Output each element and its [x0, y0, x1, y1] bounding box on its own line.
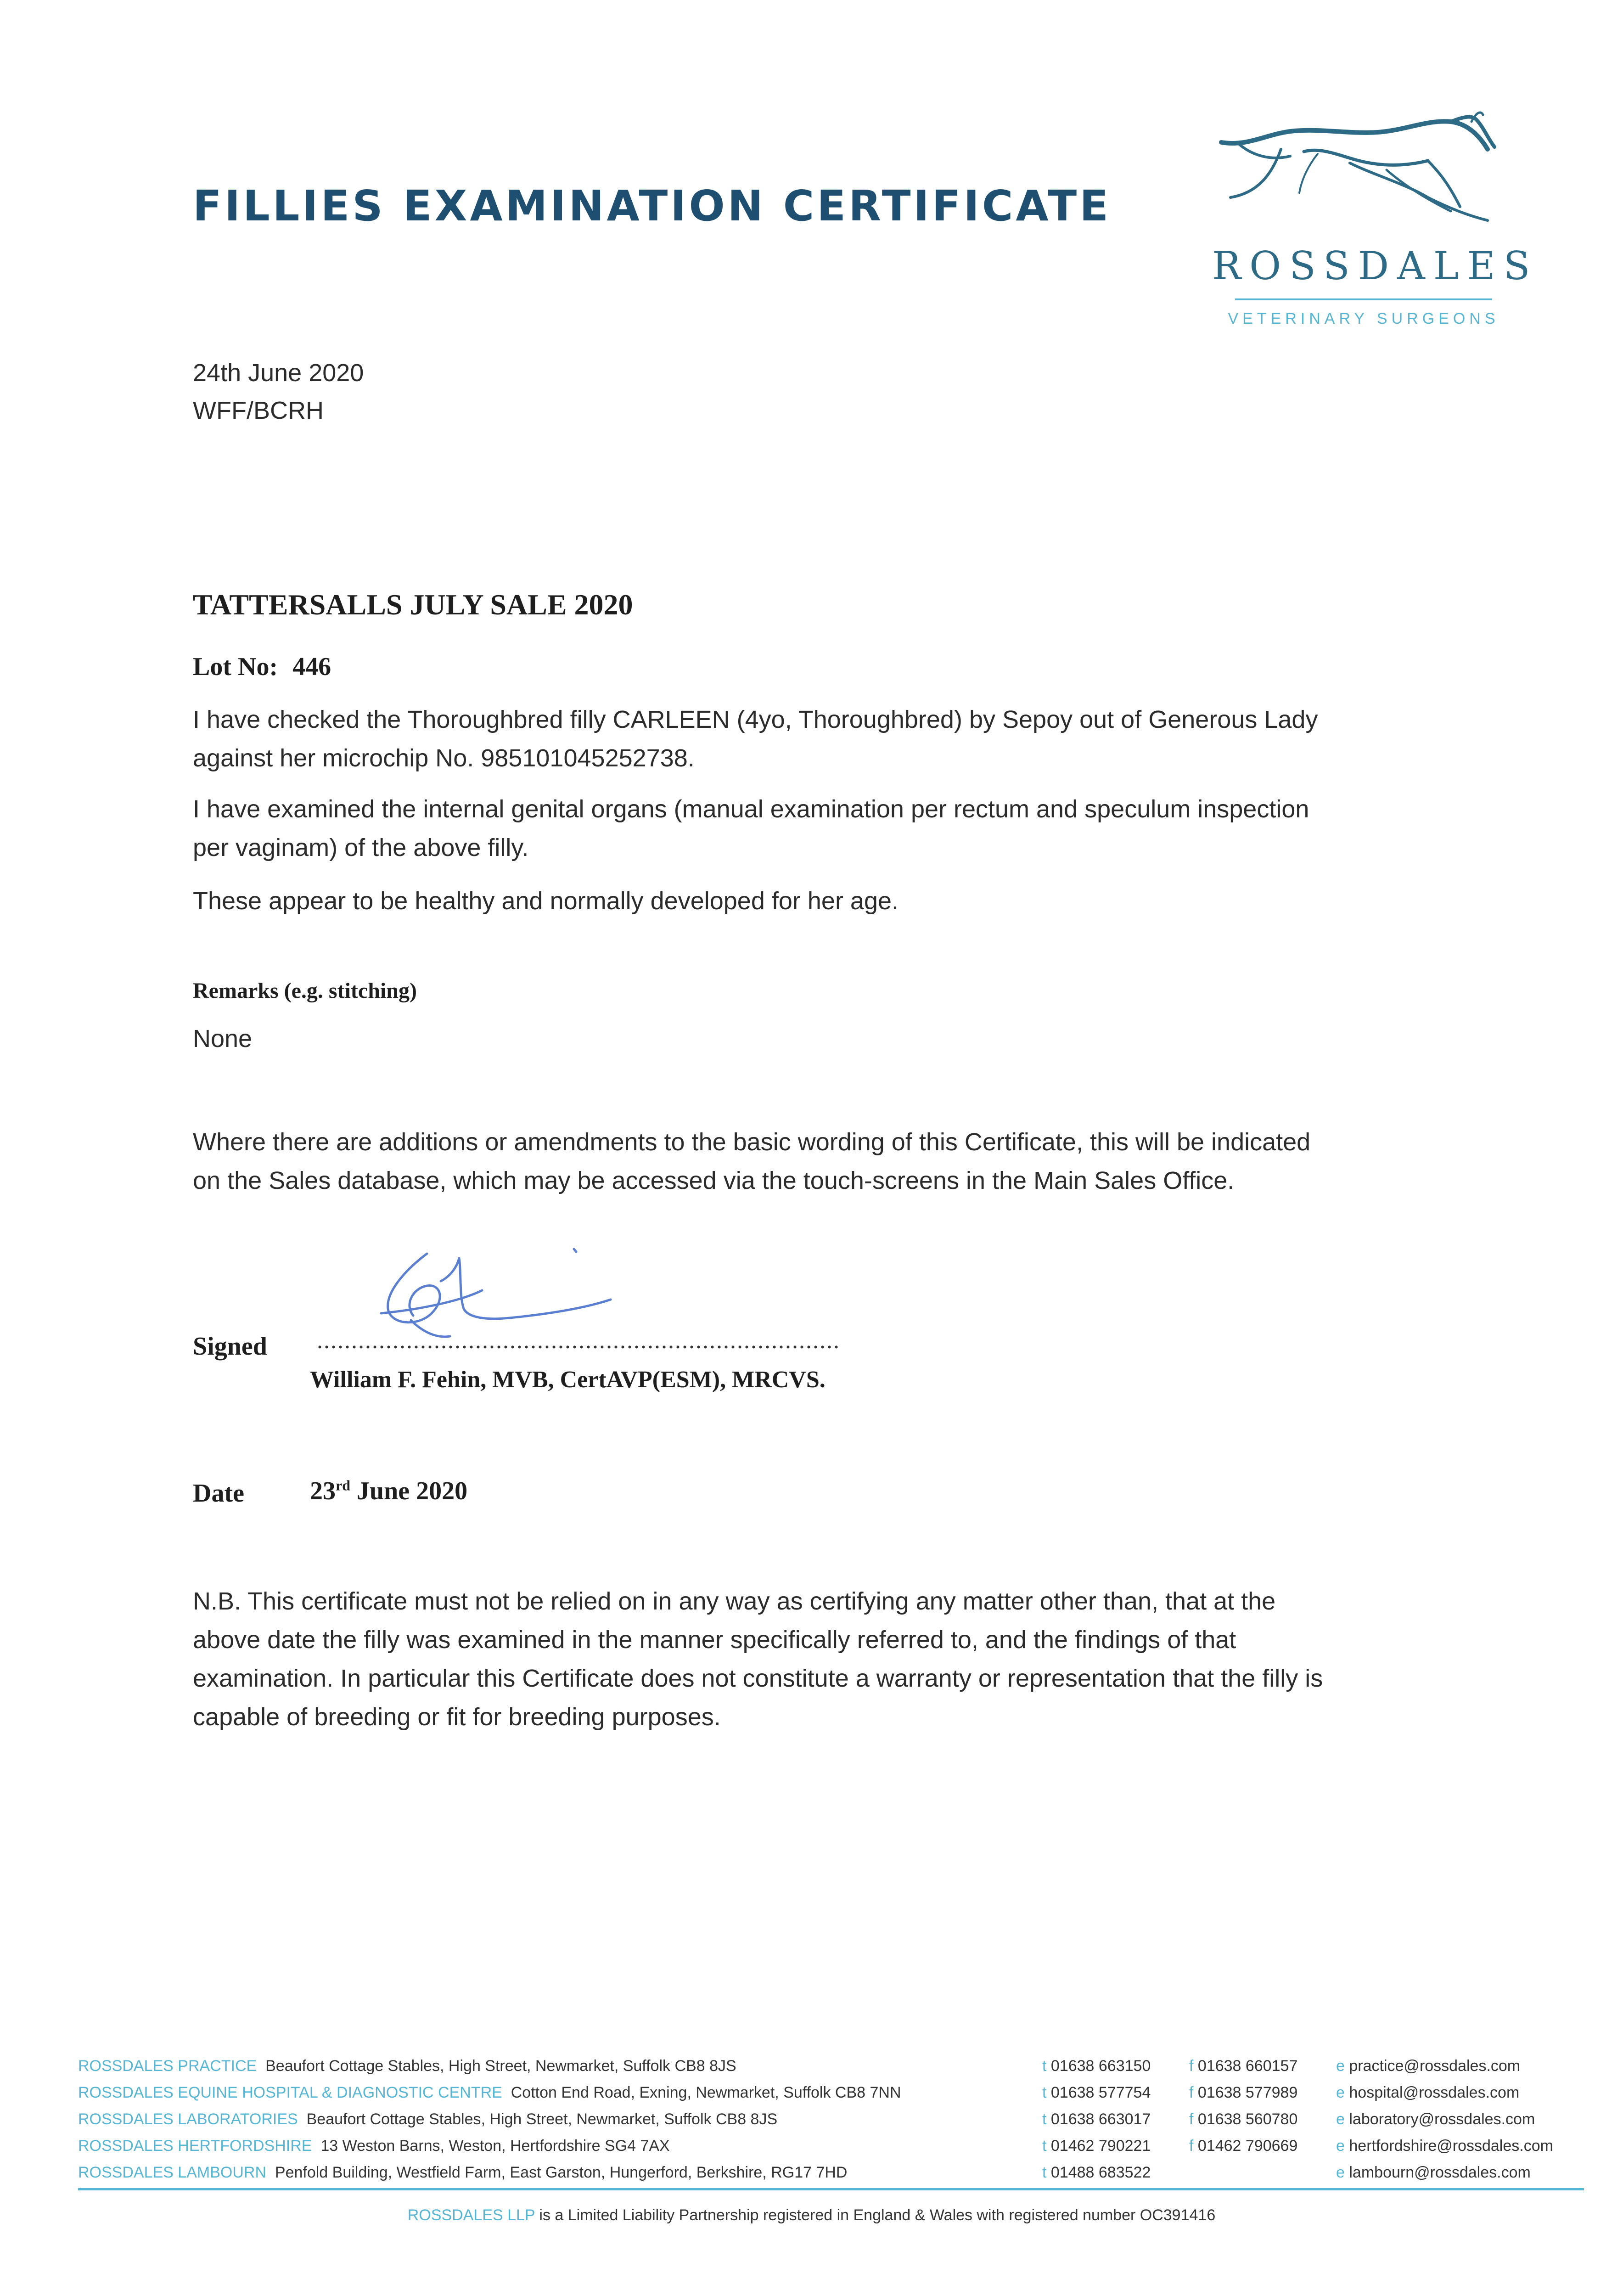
- tel-prefix: t: [1042, 2084, 1047, 2101]
- office-address: Beaufort Cottage Stables, High Street, Newmarket, Suffolk CB8 8JS: [265, 2057, 736, 2075]
- legal-line: [0, 2202, 1623, 2228]
- disclaimer-paragraph: [193, 1582, 1442, 1736]
- office-telephone: 01638 663017: [1050, 2110, 1151, 2128]
- paragraph-line: examination. In particular this Certificate does not constitute a warranty or representation that the filly is: [193, 1665, 1323, 1692]
- footer-row: [78, 2159, 1593, 2186]
- fax-prefix: f: [1189, 2057, 1194, 2075]
- paragraph-line: Where there are additions or amendments to the basic wording of this Certificate, this will be indicated: [193, 1128, 1311, 1156]
- office-email[interactable]: hertfordshire@rossdales.com: [1349, 2137, 1553, 2155]
- paragraph-line: N.B. This certificate must not be relied on in any way as certifying any matter other than, that at the: [193, 1587, 1276, 1615]
- exam-date-day: 23: [310, 1477, 336, 1505]
- footer-row: [78, 2079, 1593, 2106]
- exam-date: [310, 1476, 467, 1506]
- paragraph-line: per vaginam) of the above filly.: [193, 834, 529, 861]
- paragraph-line: I have checked the Thoroughbred filly CARLEEN (4yo, Thoroughbred) by Sepoy out of Generous Lady: [193, 706, 1318, 733]
- email-prefix: e: [1336, 2057, 1345, 2075]
- paragraph-line: on the Sales database, which may be accessed via the touch-screens in the Main Sales Office.: [193, 1167, 1235, 1194]
- office-telephone: 01638 577754: [1050, 2084, 1151, 2101]
- letter-date: 24th June 2020: [193, 359, 364, 387]
- lot-line: [193, 652, 331, 681]
- paragraph-line: above date the filly was examined in the manner specifically referred to, and the findings of that: [193, 1626, 1236, 1654]
- office-fax: 01638 560780: [1197, 2110, 1298, 2128]
- footer-row: [78, 2106, 1593, 2133]
- office-telephone: 01638 663150: [1050, 2057, 1151, 2075]
- office-address: 13 Weston Barns, Weston, Hertfordshire SG4 7AX: [320, 2137, 670, 2155]
- footer-divider: [78, 2188, 1584, 2190]
- galloping-horse-icon: [1212, 106, 1515, 243]
- brand-tagline: VETERINARY SURGEONS: [1228, 310, 1499, 327]
- paragraph-line: capable of breeding or fit for breeding purposes.: [193, 1703, 721, 1731]
- signed-label: Signed: [193, 1332, 267, 1361]
- exam-date-rest: June 2020: [357, 1477, 468, 1505]
- examination-paragraph: [193, 790, 1442, 867]
- office-address: Beaufort Cottage Stables, High Street, Newmarket, Suffolk CB8 8JS: [306, 2110, 778, 2128]
- paragraph-line: I have examined the internal genital organs (manual examination per rectum and speculum inspection: [193, 795, 1309, 823]
- office-address: Cotton End Road, Exning, Newmarket, Suffolk CB8 7NN: [511, 2084, 901, 2101]
- brand-divider: [1235, 298, 1492, 300]
- office-name: ROSSDALES EQUINE HOSPITAL & DIAGNOSTIC CENTRE: [78, 2084, 502, 2101]
- email-prefix: e: [1336, 2110, 1345, 2128]
- office-name: ROSSDALES HERTFORDSHIRE: [78, 2137, 312, 2155]
- page-title: FILLIES EXAMINATION CERTIFICATE: [193, 181, 1112, 231]
- footer-row: [78, 2133, 1593, 2159]
- tel-prefix: t: [1042, 2057, 1047, 2075]
- office-email[interactable]: laboratory@rossdales.com: [1349, 2110, 1535, 2128]
- office-telephone: 01488 683522: [1050, 2164, 1151, 2181]
- footer-row: [78, 2053, 1593, 2079]
- office-address: Penfold Building, Westfield Farm, East Garston, Hungerford, Berkshire, RG17 7HD: [275, 2164, 848, 2181]
- office-name: ROSSDALES LAMBOURN: [78, 2164, 266, 2181]
- office-fax: 01638 577989: [1197, 2084, 1298, 2101]
- paragraph-line: against her microchip No. 985101045252738.: [193, 744, 695, 772]
- email-prefix: e: [1336, 2137, 1345, 2155]
- email-prefix: e: [1336, 2164, 1345, 2181]
- tel-prefix: t: [1042, 2110, 1047, 2128]
- office-email[interactable]: lambourn@rossdales.com: [1349, 2164, 1531, 2181]
- office-email[interactable]: hospital@rossdales.com: [1349, 2084, 1520, 2101]
- lot-label: Lot No:: [193, 653, 278, 681]
- findings-paragraph: These appear to be healthy and normally developed for her age.: [193, 887, 899, 915]
- reference-code: WFF/BCRH: [193, 397, 324, 424]
- office-email[interactable]: practice@rossdales.com: [1349, 2057, 1521, 2075]
- email-prefix: e: [1336, 2084, 1345, 2101]
- sale-heading: TATTERSALLS JULY SALE 2020: [193, 588, 633, 621]
- fax-prefix: f: [1189, 2084, 1194, 2101]
- office-name: ROSSDALES LABORATORIES: [78, 2110, 298, 2128]
- tel-prefix: t: [1042, 2164, 1047, 2181]
- exam-date-suffix: rd: [336, 1477, 350, 1494]
- company-logo: [1212, 106, 1539, 344]
- date-label: Date: [193, 1479, 244, 1508]
- signature-line: ............................................................................: [317, 1328, 840, 1354]
- fax-prefix: f: [1189, 2137, 1194, 2155]
- remarks-label: Remarks (e.g. stitching): [193, 979, 417, 1003]
- fax-prefix: f: [1189, 2110, 1194, 2128]
- identification-paragraph: [193, 700, 1442, 777]
- remarks-value: None: [193, 1025, 253, 1052]
- brand-name: ROSSDALES: [1212, 243, 1539, 288]
- lot-number: 446: [292, 653, 331, 681]
- footer-contacts: [78, 2053, 1593, 2186]
- office-fax: 01462 790669: [1197, 2137, 1298, 2155]
- legal-text: is a Limited Liability Partnership registered in England & Wales with registered number OC391416: [539, 2206, 1216, 2224]
- legal-name: ROSSDALES LLP: [407, 2206, 535, 2224]
- office-telephone: 01462 790221: [1050, 2137, 1151, 2155]
- office-name: ROSSDALES PRACTICE: [78, 2057, 257, 2075]
- tel-prefix: t: [1042, 2137, 1047, 2155]
- signatory-name: William F. Fehin, MVB, CertAVP(ESM), MRCVS.: [310, 1367, 826, 1393]
- office-fax: 01638 660157: [1197, 2057, 1298, 2075]
- amendments-paragraph: [193, 1123, 1442, 1200]
